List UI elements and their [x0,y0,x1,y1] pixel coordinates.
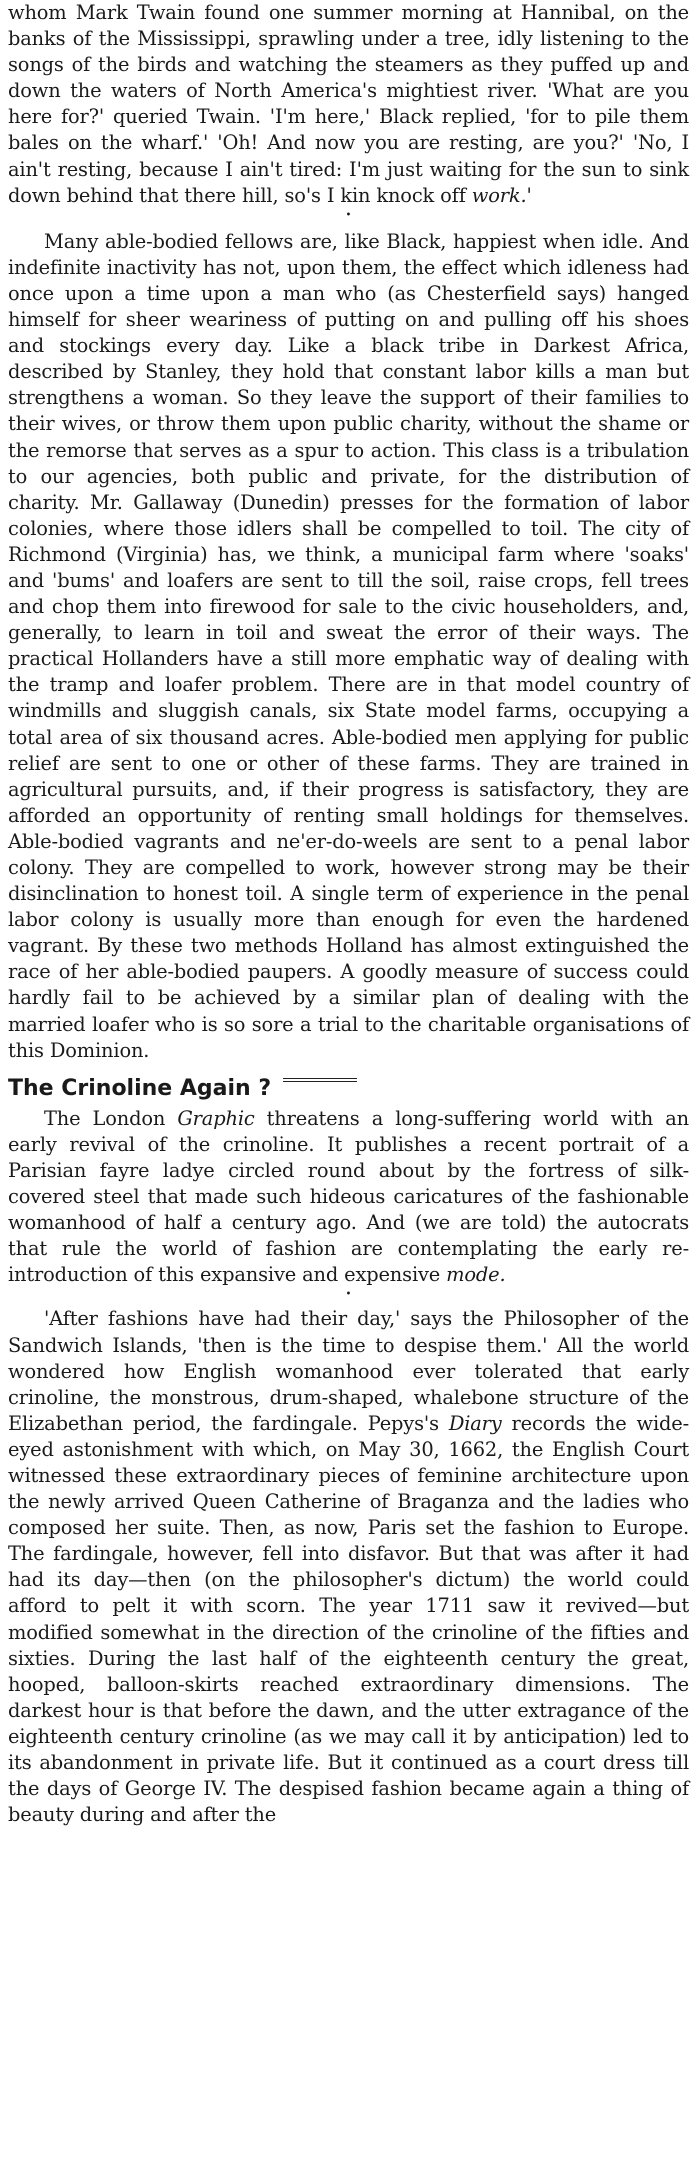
paragraph-mark-twain-anecdote: whom Mark Twain found one summer morning at Hannibal, on the banks of the Mississippi, sprawling under a tree, idly listening to the songs of the birds and watching the steamers as they puffed up and down the waters of North America's mightiest river. 'What are you here for?' queried Twain. 'I'm here,' Black replied, 'for to pile them bales on the wharf.' 'Oh! And now you are resting, are you?' 'No, I ain't resting, because I ain't tired: I'm just waiting for the sun to sink down behind that there hill, so's I kin knock off work.' [8,1,689,207]
section-heading: The Crinoline Again ? [8,1075,272,1101]
paragraph-crinoline-revival: The London Graphic threatens a long-suffering world with an early revival of the crinoline. It publishes a recent portrait of a Parisian fayre ladye circled round about by the fortress of silk-covered steel that made such hideous caricatures of the fashionable womanhood of half a century ago. And (we are told) the autocrats that rule the world of fashion are contemplating the early re-introduction of this expansive and expensive mode. [8,1106,689,1287]
heading-rule [283,1078,357,1082]
section-separator: • [345,1289,352,1301]
paragraph-fashion-history: 'After fashions have had their day,' says the Philosopher of the Sandwich Islands, 'then is the time to despise them.' All the world wondered how English womanhood ever tolerated that early crinoline, the monstrous, drum-shaped, whalebone structure of the Elizabethan period, the fardingale. Pepys's Diary records the wide-eyed astonishment with which, on May 30, 1662, the English Court witnessed these extraordinary pieces of feminine architecture upon the newly arrived Queen Catherine of Braganza and the ladies who composed her suite. Then, as now, Paris set the fashion to Europe. The fardingale, however, fell into disfavor. But that was after it had had its day—then (on the philosopher's dictum) the world could afford to pelt it with scorn. The year 1711 saw it revived—but modified somewhat in the direction of the crinoline of the fifties and sixties. During the last half of the eighteenth century the great, hooped, balloon-skirts reached extraordinary dimensions. The darkest hour is that before the dawn, and the utter extragance of the eighteenth century crinoline (as we may call it by anticipation) led to its abandonment in private life. But it continued as a court dress till the days of George IV. The despised fashion became again a thing of beauty during and after the [8,1307,690,1827]
section-heading-row [8,1072,689,1106]
section-separator: • [345,209,352,221]
paragraph-able-bodied-loafers: Many able-bodied fellows are, like Black, happiest when idle. And indefinite inactivity has not, upon them, the effect which idleness had once upon a time upon a man who (as Chesterfield says) hanged himself for sheer weariness of putting on and pulling off his shoes and stockings every day. Like a black tribe in Darkest Africa, described by Stanley, they hold that constant labor kills a man but strengthens a woman. So they leave the support of their families to their wives, or throw them upon public charity, without the shame or the remorse that serves as a spur to action. This class is a tribulation to our agencies, both public and private, for the distribution of charity. Mr. Gallaway (Dunedin) presses for the formation of labor colonies, where those idlers shall be compelled to toil. The city of Richmond (Virginia) has, we think, a municipal farm where 'soaks' and 'bums' and loafers are sent to till the soil, raise crops, fell trees and chop them into firewood for sale to the civic householders, and, generally, to learn in toil and sweat the error of their ways. The practical Hollanders have a still more emphatic way of dealing with the tramp and loafer problem. There are in that model country of windmills and sluggish canals, six State model farms, occupying a total area of six thousand acres. Able-bodied men applying for public relief are sent to one or other of these farms. They are trained in agricultural pursuits, and, if their progress is satisfactory, they are afforded an opportunity of renting small holdings for themselves. Able-bodied vagrants and ne'er-do-weels are sent to a penal labor colony. They are compelled to work, however strong may be their disinclination to honest toil. A single term of experience in the penal labor colony is usually more than enough for even the hardened vagrant. By these two methods Holland has almost extinguished the race of her able-bodied paupers. A goodly measure of success could hardly fail to be achieved by a similar plan of dealing with the married loafer who is so sore a trial to the charitable organisations of this Dominion. [8,229,689,1062]
